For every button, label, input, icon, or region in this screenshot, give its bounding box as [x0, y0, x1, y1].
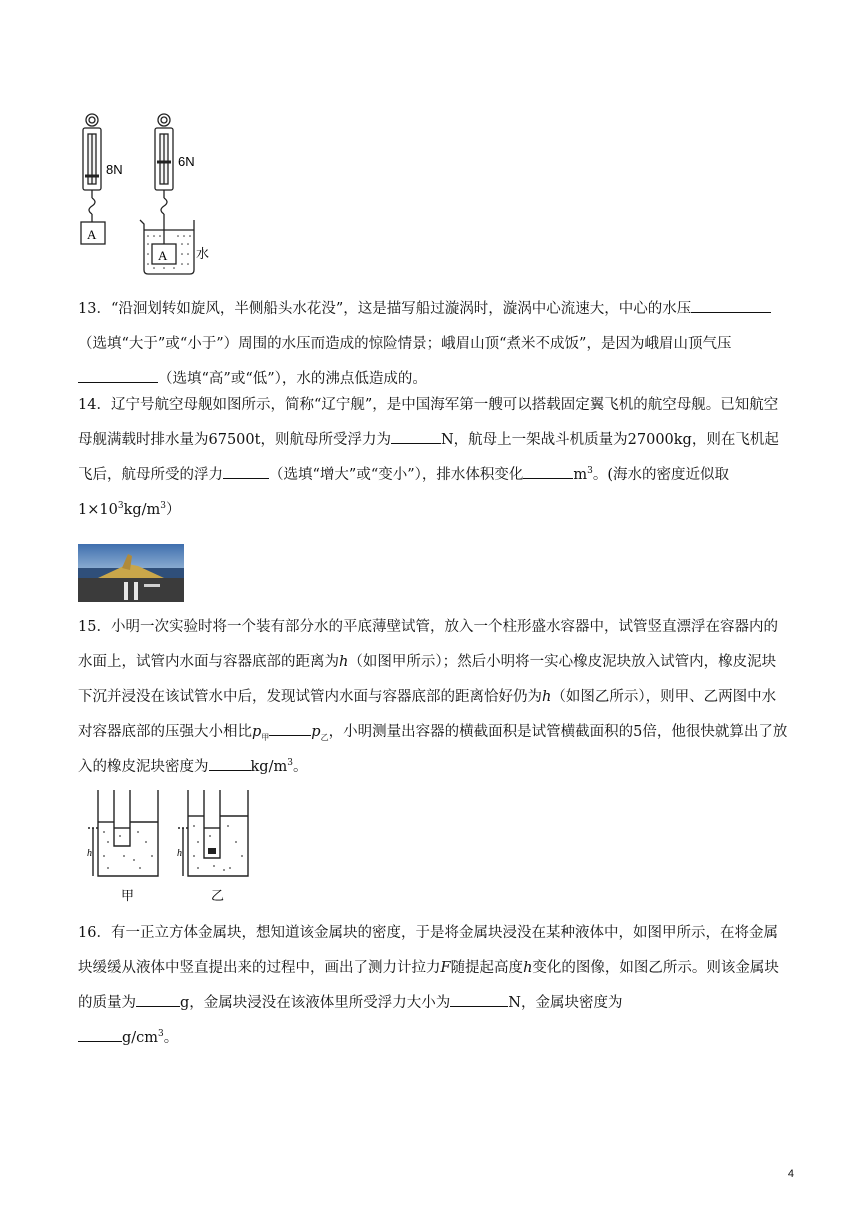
q16-number: 16． — [78, 925, 111, 941]
spring-reading-right: 6N — [178, 154, 195, 169]
liquid-label: 水 — [196, 247, 210, 262]
question-16 — [78, 916, 788, 1056]
q15-sub-jia: 甲 — [261, 732, 270, 742]
q15-p-jia: p — [252, 724, 262, 740]
q15-text-4: ，小明测量出容器的横截面积是试管横截面积的5倍，他很快就算出了放入的橡皮泥块密度为 — [78, 724, 788, 775]
q16-var-F: F — [440, 960, 451, 976]
q14-text-7: ） — [166, 502, 181, 518]
q13-text-3: （选填“高”或“低”），水的沸点低造成的。 — [158, 371, 427, 387]
fig-h-right: h — [177, 848, 182, 859]
q15-number: 15． — [78, 619, 111, 635]
q15-var-h-2: h — [542, 689, 552, 705]
q16-text-5: N，金属块密度为 — [508, 995, 623, 1011]
q16-text-1: 有一正立方体金属块，想知道该金属块的密度，于是将金属块浸没在某种液体中，如图甲所示，在将金属块缓缓从液体中竖直提出来的过程中，画出了测力计拉力 — [78, 925, 778, 976]
page-number: 4 — [787, 1168, 794, 1180]
q14-sup-3: 3 — [160, 501, 166, 512]
block-label-left: A — [87, 227, 97, 242]
q15-var-h-1: h — [339, 654, 349, 670]
q16-var-h: h — [523, 960, 533, 976]
q16-text-6: g/cm — [122, 1030, 159, 1046]
spring-reading-left: 8N — [106, 162, 123, 177]
q14-blank-2[interactable] — [223, 464, 269, 479]
q14-blank-3[interactable] — [523, 464, 573, 479]
q16-text-3: 变化的图像，如图乙所示。则该金属块的质量为 — [78, 960, 779, 1011]
q13-blank-2[interactable] — [78, 368, 158, 383]
q14-text-5: 。(海水的密度近似取 1×10 — [78, 467, 730, 518]
caption-jia: 甲 — [121, 889, 135, 904]
test-tube-figure — [84, 786, 264, 908]
q16-blank-2[interactable] — [450, 992, 508, 1007]
q16-blank-3[interactable] — [78, 1027, 122, 1042]
block-label-right: A — [158, 248, 168, 263]
q13-number: 13． — [78, 301, 111, 317]
q14-number: 14． — [78, 397, 111, 413]
spring-scale-figure — [74, 108, 224, 278]
q14-blank-1[interactable] — [391, 429, 441, 444]
q16-sup: 3 — [158, 1029, 164, 1040]
q15-sup: 3 — [287, 758, 293, 769]
question-14 — [78, 388, 788, 528]
q14-text-4: m — [573, 467, 588, 483]
question-15 — [78, 610, 788, 785]
q14-text-6: kg/m — [123, 502, 161, 518]
q13-text-1: “沿洄划转如旋风，半侧船头水花没”，这是描写船过漩涡时，漩涡中心流速大，中心的水压 — [110, 301, 692, 317]
q14-text-2: N，航母上一架战斗机质量为27000kg，则在飞机起飞后，航母所受的浮力 — [78, 432, 779, 483]
q14-sup-1: 3 — [587, 466, 593, 477]
q15-text-2: （如图甲所示）；然后小明将一实心橡皮泥块放入试管内，橡皮泥块下沉并浸没在该试管水中后，发现试管内水面与容器底部的距离恰好仍为 — [78, 654, 777, 705]
q13-blank-1[interactable] — [691, 298, 771, 313]
aircraft-carrier-photo — [78, 544, 184, 602]
q15-sub-yi: 乙 — [320, 732, 329, 742]
q15-text-6: 。 — [292, 759, 308, 775]
q16-blank-1[interactable] — [136, 992, 180, 1007]
q14-sup-2: 3 — [117, 501, 124, 512]
q15-p-yi: p — [311, 724, 321, 740]
q15-text-3: （如图乙所示），则甲、乙两图中水对容器底部的压强大小相比 — [78, 689, 777, 740]
fig-h-left: h — [87, 848, 92, 859]
q14-text-3: （选填“增大”或“变小”），排水体积变化 — [269, 467, 524, 483]
q16-text-4: g，金属块浸没在该液体里所受浮力大小为 — [180, 995, 451, 1011]
question-13 — [78, 292, 788, 397]
q15-text-5: kg/m — [250, 759, 288, 775]
caption-yi: 乙 — [211, 889, 225, 904]
q16-text-7: 。 — [163, 1030, 179, 1046]
q15-blank-2[interactable] — [209, 756, 251, 771]
q16-text-2: 随提起高度 — [450, 960, 524, 976]
q15-blank-1[interactable] — [269, 721, 311, 736]
q15-text-1: 小明一次实验时将一个装有部分水的平底薄壁试管，放入一个柱形盛水容器中，试管竖直漂浮在容器内的水面上，试管内水面与容器底部的距离为 — [78, 619, 778, 670]
q13-text-2: （选填“大于”或“小于”）周围的水压而造成的惊险情景；峨眉山顶“煮米不成饭”，是因为峨眉山顶气压 — [78, 336, 732, 352]
q14-text-1: 辽宁号航空母舰如图所示，简称“辽宁舰”，是中国海军第一艘可以搭载固定翼飞机的航空母舰。已知航空母舰满载时排水量为67500t，则航母所受浮力为 — [78, 397, 779, 448]
